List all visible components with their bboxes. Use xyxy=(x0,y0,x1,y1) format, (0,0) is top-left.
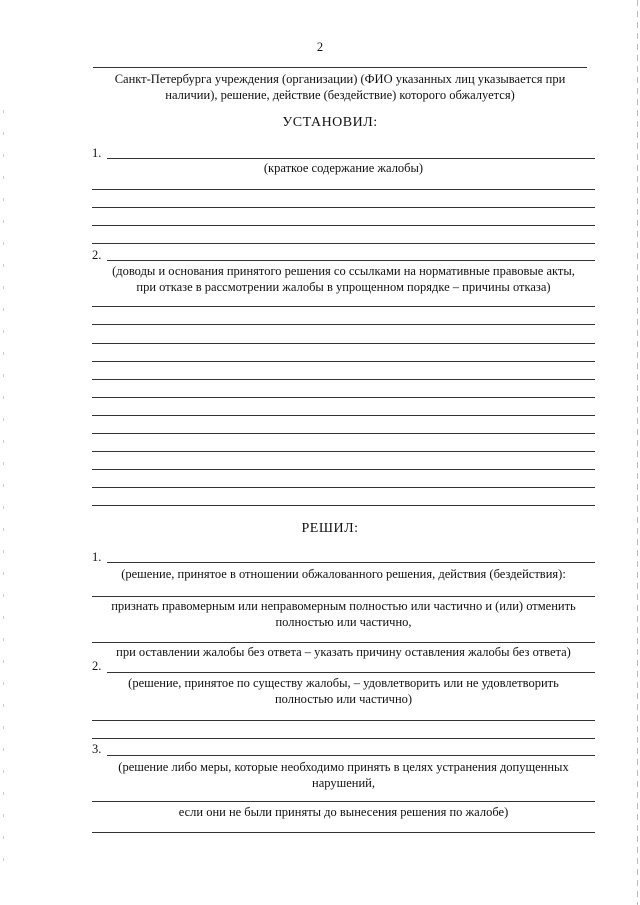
established-item2-number: 2. xyxy=(92,248,102,262)
page-number: 2 xyxy=(316,40,324,54)
fill-line xyxy=(92,469,595,470)
header-text-line2: наличии), решение, действие (бездействие) которого обжалуется) xyxy=(165,88,515,102)
decided-item1-caption2-line1: признать правомерным или неправомерным полностью или частично и (или) отменить xyxy=(111,599,576,613)
decided-item2-number: 2. xyxy=(92,659,102,673)
header-top-rule xyxy=(93,67,587,68)
fill-line xyxy=(92,207,595,208)
fill-line xyxy=(92,642,595,643)
fill-line xyxy=(92,505,595,506)
fill-line xyxy=(92,596,595,597)
decided-item1-caption1: (решение, принятое в отношении обжалованного решения, действия (бездействия): xyxy=(121,567,566,581)
fill-line xyxy=(92,801,595,802)
decided-item1-caption3: при оставлении жалобы без ответа – указать причину оставления жалобы без ответа) xyxy=(116,645,571,659)
fill-line xyxy=(92,225,595,226)
fill-line xyxy=(92,433,595,434)
established-item1-caption: (краткое содержание жалобы) xyxy=(263,161,424,175)
decided-item2-caption-line2: полностью или частично) xyxy=(274,692,413,706)
fill-line xyxy=(107,260,595,261)
fill-line xyxy=(107,672,595,673)
decided-item2-caption-line1: (решение, принятое по существу жалобы, – удовлетворить или не удовлетворить xyxy=(128,676,559,690)
fill-line xyxy=(92,487,595,488)
decided-item3-caption2: если они не были приняты до вынесения решения по жалобе) xyxy=(178,805,509,819)
fill-line xyxy=(92,397,595,398)
fill-line xyxy=(92,189,595,190)
decided-item1-caption2-line2: полностью или частично, xyxy=(275,615,412,629)
fill-line xyxy=(92,720,595,721)
decided-item3-caption-line1: (решение либо меры, которые необходимо принять в целях устранения допущенных xyxy=(118,760,569,774)
established-item2-caption-line1: (доводы и основания принятого решения со ссылками на нормативные правовые акты, xyxy=(112,264,575,278)
fill-line xyxy=(92,415,595,416)
section-title-established: УСТАНОВИЛ: xyxy=(282,115,378,130)
established-item1-number: 1. xyxy=(92,146,102,160)
fill-line xyxy=(92,832,595,833)
scan-edge-right xyxy=(637,0,638,905)
fill-line xyxy=(92,324,595,325)
fill-line xyxy=(92,343,595,344)
decided-item3-caption-line2: нарушений, xyxy=(312,776,375,790)
fill-line xyxy=(92,738,595,739)
fill-line xyxy=(92,361,595,362)
decided-item1-number: 1. xyxy=(92,550,102,564)
fill-line xyxy=(92,451,595,452)
section-title-decided: РЕШИЛ: xyxy=(301,521,359,536)
decided-item3-number: 3. xyxy=(92,742,102,756)
header-text-line1: Санкт-Петербурга учреждения (организации) (ФИО указанных лиц указывается при xyxy=(114,72,566,86)
fill-line xyxy=(107,755,595,756)
fill-line xyxy=(92,379,595,380)
fill-line xyxy=(107,158,595,159)
fill-line xyxy=(92,243,595,244)
established-item2-caption-line2: при отказе в рассмотрении жалобы в упрощенном порядке – причины отказа) xyxy=(136,280,551,294)
scan-edge-left xyxy=(3,110,4,870)
fill-line xyxy=(92,306,595,307)
fill-line xyxy=(107,562,595,563)
